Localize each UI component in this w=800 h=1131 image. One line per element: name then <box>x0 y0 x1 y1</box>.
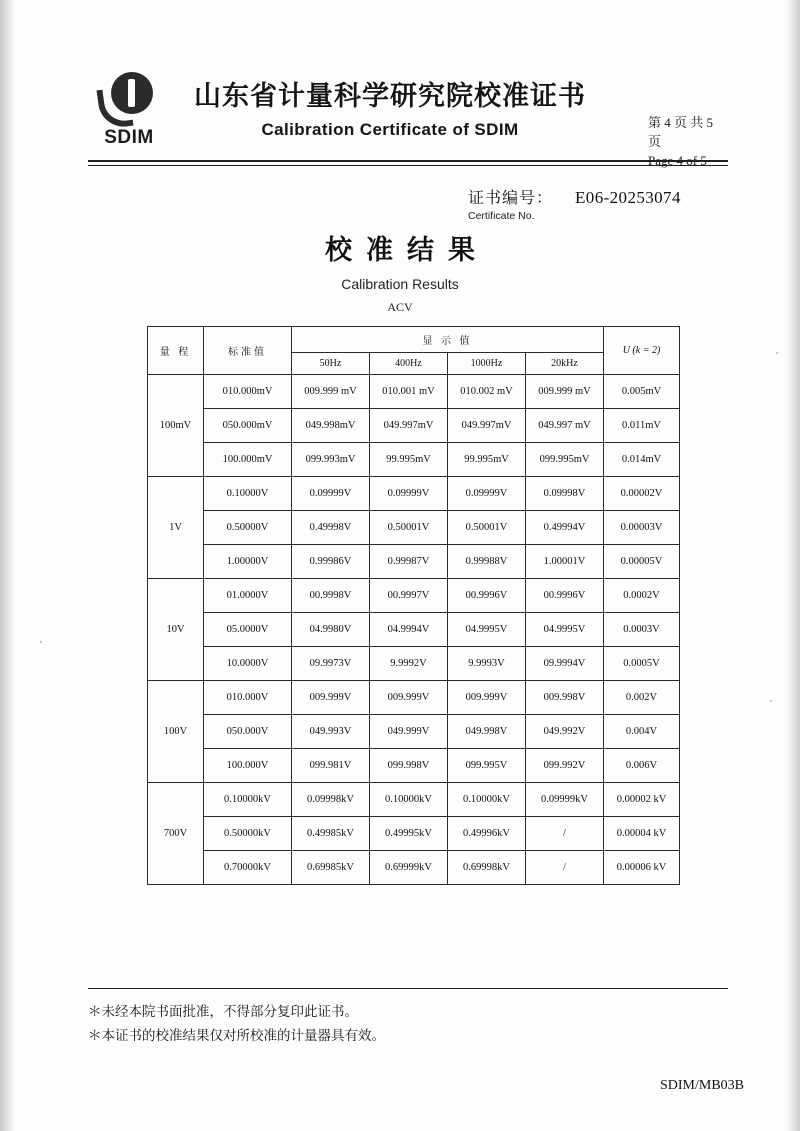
table-row <box>148 579 680 613</box>
title-english: Calibration Certificate of SDIM <box>261 120 519 139</box>
cell-standard-value: 0.50000V <box>204 511 292 545</box>
table-row <box>148 443 680 477</box>
cell-display-value: 9.9992V <box>370 647 448 681</box>
logo-mark-icon <box>99 72 159 126</box>
table-row <box>148 477 680 511</box>
certificate-number-label-en: Certificate No. <box>468 210 535 222</box>
cell-display-value: 04.9994V <box>370 613 448 647</box>
cell-uncertainty: 0.004V <box>604 715 680 749</box>
form-code: SDIM/MB03B <box>659 1078 744 1093</box>
cell-uncertainty: 0.00005V <box>604 545 680 579</box>
certificate-number-value: E06-20253074 <box>575 188 681 207</box>
cell-display-value: 0.50001V <box>370 511 448 545</box>
cell-display-value: 0.49995kV <box>370 817 448 851</box>
cell-display-value: 0.09999V <box>370 477 448 511</box>
cell-display-value: 0.49998V <box>292 511 370 545</box>
cell-display-value: 099.992V <box>526 749 604 783</box>
cell-display-value: 049.999V <box>370 715 448 749</box>
cell-uncertainty: 0.00006 kV <box>604 851 680 885</box>
cell-display-value: 0.10000kV <box>448 783 526 817</box>
cell-uncertainty: 0.00003V <box>604 511 680 545</box>
cell-display-value: 0.99986V <box>292 545 370 579</box>
cell-display-value: 049.997mV <box>448 409 526 443</box>
cell-display-value: 1.00001V <box>526 545 604 579</box>
page-number-chinese: 第 4 页 共 5 页 <box>648 115 714 149</box>
cell-display-value: 009.999V <box>370 681 448 715</box>
cell-display-value: 010.001 mV <box>370 375 448 409</box>
cell-display-value: 9.9993V <box>448 647 526 681</box>
cell-standard-value: 050.000V <box>204 715 292 749</box>
cell-standard-value: 01.0000V <box>204 579 292 613</box>
cell-display-value: 009.999V <box>292 681 370 715</box>
cell-uncertainty: 0.014mV <box>604 443 680 477</box>
cell-display-value: / <box>526 817 604 851</box>
calibration-results-table <box>147 326 680 885</box>
section-label-acv: ACV <box>387 300 413 314</box>
cell-display-value: 0.09999kV <box>526 783 604 817</box>
footer-divider <box>88 988 728 989</box>
cell-standard-value: 0.10000V <box>204 477 292 511</box>
cell-standard-value: 100.000mV <box>204 443 292 477</box>
paper-speck <box>770 700 772 702</box>
cell-standard-value: 010.000V <box>204 681 292 715</box>
header-freq-50hz: 50Hz <box>292 353 370 375</box>
notes-block <box>88 1000 385 1047</box>
cell-uncertainty: 0.002V <box>604 681 680 715</box>
table-row <box>148 511 680 545</box>
cell-display-value: 0.09999V <box>292 477 370 511</box>
table-header-row-1 <box>148 327 680 353</box>
page-title <box>180 74 600 140</box>
cell-display-value: 049.997mV <box>370 409 448 443</box>
cell-standard-value: 050.000mV <box>204 409 292 443</box>
cell-display-value: 009.999 mV <box>526 375 604 409</box>
header-freq-1000hz: 1000Hz <box>448 353 526 375</box>
table-row <box>148 749 680 783</box>
header-freq-20khz: 20kHz <box>526 353 604 375</box>
header-uncertainty: U (k = 2) <box>604 327 680 375</box>
document-header <box>88 72 728 168</box>
cell-display-value: 009.999V <box>448 681 526 715</box>
cell-display-value: 099.981V <box>292 749 370 783</box>
cell-display-value: 00.9996V <box>526 579 604 613</box>
cell-standard-value: 0.70000kV <box>204 851 292 885</box>
cell-standard-value: 0.50000kV <box>204 817 292 851</box>
cell-display-value: 0.49985kV <box>292 817 370 851</box>
certificate-number-block <box>468 185 728 222</box>
cell-standard-value: 1.00000V <box>204 545 292 579</box>
cell-uncertainty: 0.0005V <box>604 647 680 681</box>
cell-display-value: 00.9997V <box>370 579 448 613</box>
table-row <box>148 783 680 817</box>
cell-range: 10V <box>148 579 204 681</box>
cell-display-value: 0.09999V <box>448 477 526 511</box>
cell-uncertainty: 0.0003V <box>604 613 680 647</box>
cell-display-value: 0.10000kV <box>370 783 448 817</box>
results-heading-en: Calibration Results <box>341 276 459 292</box>
cell-display-value: 0.49996kV <box>448 817 526 851</box>
cell-uncertainty: 0.0002V <box>604 579 680 613</box>
cell-standard-value: 05.0000V <box>204 613 292 647</box>
table-row <box>148 613 680 647</box>
header-display: 显 示 值 <box>292 327 604 353</box>
title-chinese: 山东省计量科学研究院校准证书 <box>194 81 586 111</box>
note-line: ＊本证书的校准结果仅对所校准的计量器具有效。 <box>88 1027 385 1043</box>
cell-display-value: 00.9998V <box>292 579 370 613</box>
cell-display-value: 04.9995V <box>448 613 526 647</box>
header-range: 量 程 <box>148 327 204 375</box>
header-divider <box>88 160 728 166</box>
cell-display-value: 010.002 mV <box>448 375 526 409</box>
results-heading <box>0 228 800 292</box>
table-row <box>148 715 680 749</box>
cell-display-value: 009.998V <box>526 681 604 715</box>
cell-display-value: / <box>526 851 604 885</box>
certificate-number-label-cn: 证书编号： <box>468 190 554 207</box>
cell-uncertainty: 0.00002 kV <box>604 783 680 817</box>
cell-display-value: 0.49994V <box>526 511 604 545</box>
header-standard: 标准值 <box>204 327 292 375</box>
cell-display-value: 99.995mV <box>370 443 448 477</box>
cell-display-value: 099.995mV <box>526 443 604 477</box>
cell-standard-value: 100.000V <box>204 749 292 783</box>
cell-standard-value: 010.000mV <box>204 375 292 409</box>
table-body <box>148 375 680 885</box>
cell-display-value: 049.998mV <box>292 409 370 443</box>
cell-uncertainty: 0.011mV <box>604 409 680 443</box>
cell-display-value: 00.9996V <box>448 579 526 613</box>
table-row <box>148 647 680 681</box>
cell-display-value: 099.998V <box>370 749 448 783</box>
cell-range: 700V <box>148 783 204 885</box>
cell-display-value: 049.998V <box>448 715 526 749</box>
cell-display-value: 0.09998kV <box>292 783 370 817</box>
cell-display-value: 049.992V <box>526 715 604 749</box>
cell-range: 100mV <box>148 375 204 477</box>
cell-display-value: 0.99988V <box>448 545 526 579</box>
cell-display-value: 99.995mV <box>448 443 526 477</box>
results-heading-cn: 校准结果 <box>325 235 489 265</box>
cell-range: 100V <box>148 681 204 783</box>
cell-display-value: 0.69999kV <box>370 851 448 885</box>
cell-display-value: 0.69985kV <box>292 851 370 885</box>
cell-display-value: 0.69998kV <box>448 851 526 885</box>
table-row <box>148 409 680 443</box>
cell-display-value: 0.99987V <box>370 545 448 579</box>
cell-display-value: 09.9994V <box>526 647 604 681</box>
paper-speck <box>40 641 42 643</box>
cell-display-value: 049.993V <box>292 715 370 749</box>
page-number-english: Page 4 of 5 <box>648 152 707 168</box>
cell-display-value: 049.997 mV <box>526 409 604 443</box>
cell-uncertainty: 0.00002V <box>604 477 680 511</box>
cell-display-value: 0.50001V <box>448 511 526 545</box>
header-freq-400hz: 400Hz <box>370 353 448 375</box>
table-row <box>148 681 680 715</box>
table-row <box>148 545 680 579</box>
cell-standard-value: 10.0000V <box>204 647 292 681</box>
paper-speck <box>776 352 778 354</box>
note-line: ＊未经本院书面批准，不得部分复印此证书。 <box>88 1004 358 1019</box>
logo-circle-icon <box>111 72 153 114</box>
cell-display-value: 0.09998V <box>526 477 604 511</box>
table-row <box>148 851 680 885</box>
logo-text: SDIM <box>104 127 154 148</box>
table-row <box>148 375 680 409</box>
cell-range: 1V <box>148 477 204 579</box>
cell-uncertainty: 0.006V <box>604 749 680 783</box>
table-row <box>148 817 680 851</box>
cell-display-value: 04.9995V <box>526 613 604 647</box>
cell-display-value: 099.995V <box>448 749 526 783</box>
cell-display-value: 09.9973V <box>292 647 370 681</box>
cell-display-value: 009.999 mV <box>292 375 370 409</box>
sdim-logo <box>88 72 170 150</box>
cell-display-value: 04.9980V <box>292 613 370 647</box>
cell-uncertainty: 0.005mV <box>604 375 680 409</box>
cell-uncertainty: 0.00004 kV <box>604 817 680 851</box>
cell-display-value: 099.993mV <box>292 443 370 477</box>
cell-standard-value: 0.10000kV <box>204 783 292 817</box>
